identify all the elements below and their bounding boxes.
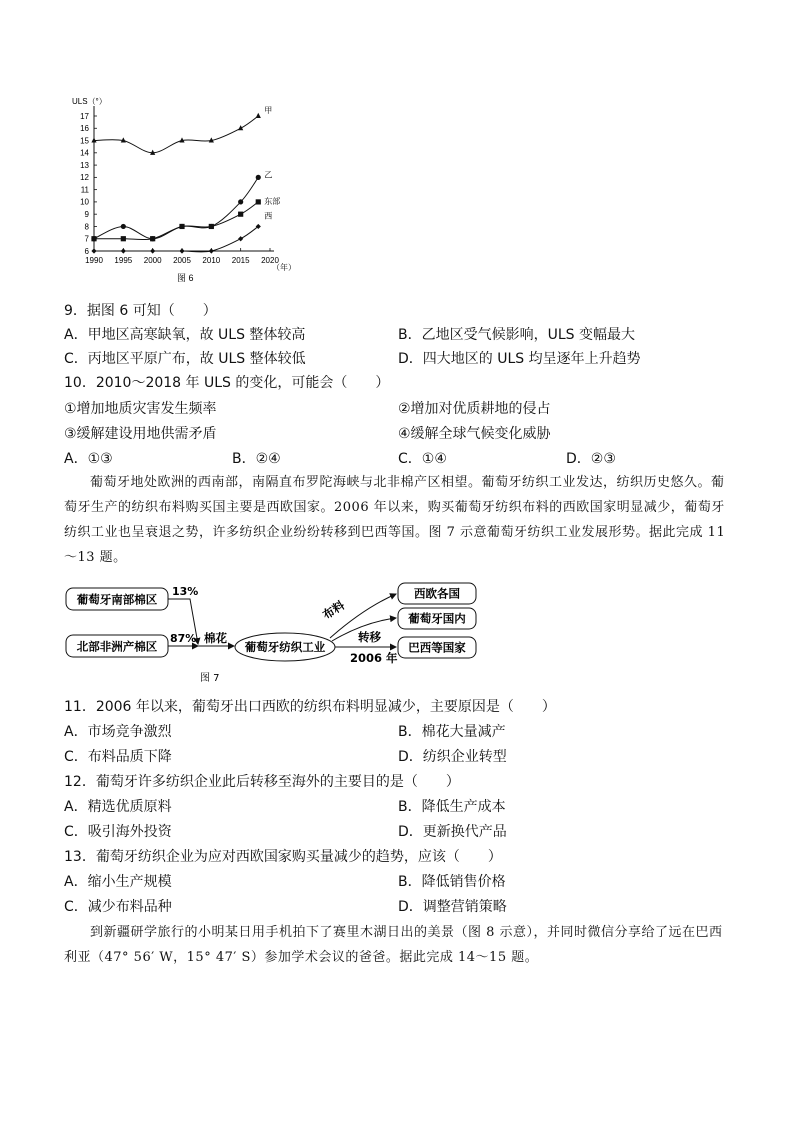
chart-caption: 图 6 (177, 273, 194, 283)
y-tick-label: 8 (84, 222, 89, 232)
svg-text:葡萄牙国内: 葡萄牙国内 (408, 611, 466, 626)
y-axis-label: ULS（°） (72, 97, 107, 106)
passage-xinjiang: 到新疆研学旅行的小明某日用手机拍下了赛里木湖日出的美景（图 8 示意），并同时微信分享给了远在巴西利亚（47° 56′ W，15° 47′ S）参加学术会议的爸爸。据此完成 14～15 题。 (64, 925, 723, 965)
question-10-stem: 10．2010～2018 年 ULS 的变化，可能会（ ） (64, 375, 390, 391)
svg-text:西欧各国: 西欧各国 (414, 586, 460, 601)
q9-option-a[interactable]: A．甲地区高寒缺氧，故 ULS 整体较高 (64, 327, 306, 343)
y-tick-label: 11 (80, 185, 89, 195)
svg-text:葡萄牙南部棉区: 葡萄牙南部棉区 (76, 592, 158, 607)
svg-text:北部非洲产棉区: 北部非洲产棉区 (76, 639, 158, 654)
triangle-marker (91, 137, 96, 142)
x-tick-label: 2020 (261, 256, 279, 265)
series-line-1 (94, 116, 258, 153)
triangle-marker (256, 113, 261, 118)
q13-option-a[interactable]: A．缩小生产规模 (64, 874, 172, 890)
x-tick-label: 2015 (231, 256, 250, 265)
y-tick-label: 13 (80, 160, 89, 170)
x-tick-label: 2005 (173, 256, 191, 265)
diamond-marker (91, 248, 96, 253)
square-marker (121, 236, 126, 241)
circle-marker (256, 175, 261, 180)
box-domestic (398, 608, 476, 629)
label-transfer: 转移 (358, 630, 381, 644)
q11-option-c[interactable]: C．布料品质下降 (64, 749, 172, 765)
diamond-marker (209, 248, 214, 253)
series-label: 甲 (264, 106, 273, 115)
q10-item-2: ②增加对优质耕地的侵占 (398, 401, 551, 417)
q10-item-1: ①增加地质灾害发生频率 (64, 401, 217, 417)
q10-option-a[interactable]: A．①③ (64, 451, 113, 467)
textile-flow-diagram (64, 578, 484, 688)
label-13-percent: 13% (172, 585, 199, 598)
label-87-percent: 87% (170, 632, 197, 645)
q9-option-c[interactable]: C．丙地区平原广布，故 ULS 整体较低 (64, 351, 306, 367)
series-line-3 (94, 202, 258, 240)
y-tick-label: 14 (80, 148, 89, 158)
chart-series (91, 106, 280, 254)
question-12-stem: 12．葡萄牙许多纺织企业此后转移至海外的主要目的是（ ） (64, 774, 460, 790)
diamond-marker (238, 236, 243, 241)
square-marker (150, 236, 155, 241)
q9-option-b[interactable]: B．乙地区受气候影响，ULS 变幅最大 (398, 327, 635, 343)
box-north-africa-cotton (66, 635, 168, 657)
q10-item-3: ③缓解建设用地供需矛盾 (64, 426, 217, 442)
q11-option-a[interactable]: A．市场竞争激烈 (64, 724, 172, 740)
square-marker (256, 199, 261, 204)
diamond-marker (121, 248, 126, 253)
y-tick-label: 17 (80, 111, 89, 121)
y-tick-label: 6 (84, 246, 89, 256)
square-marker (91, 236, 96, 241)
svg-text:巴西等国家: 巴西等国家 (408, 640, 466, 655)
figure-7-caption: 图 7 (200, 673, 220, 684)
y-tick-label: 16 (80, 124, 89, 134)
circle-marker (238, 199, 243, 204)
square-marker (238, 212, 243, 217)
x-tick-label: 1990 (85, 256, 103, 265)
box-brazil (398, 637, 476, 658)
series-line-2 (94, 177, 258, 238)
square-marker (209, 224, 214, 229)
chart-axes (94, 106, 274, 251)
q9-option-d[interactable]: D．四大地区的 ULS 均呈逐年上升趋势 (398, 351, 641, 367)
q11-option-d[interactable]: D．纺织企业转型 (398, 749, 507, 765)
uls-line-chart (64, 88, 314, 288)
q10-option-d[interactable]: D．②③ (566, 451, 616, 467)
label-cloth: 布料 (320, 597, 347, 623)
question-9-stem: 9．据图 6 可知（ ） (64, 303, 217, 319)
q13-option-c[interactable]: C．减少布料品种 (64, 899, 172, 915)
box-south-cotton (66, 588, 168, 610)
y-tick-label: 12 (80, 173, 89, 183)
diamond-marker (150, 248, 155, 253)
x-axis-label: （年） (272, 263, 296, 272)
q12-option-d[interactable]: D．更新换代产品 (398, 824, 507, 840)
y-tick-label: 15 (80, 136, 89, 146)
q10-item-4: ④缓解全球气候变化威胁 (398, 426, 551, 442)
svg-text:葡萄牙纺织工业: 葡萄牙纺织工业 (244, 640, 326, 654)
label-2006: 2006 年 (350, 651, 398, 665)
y-tick-label: 9 (84, 209, 89, 219)
ellipse-textile-industry (235, 633, 335, 661)
q12-option-c[interactable]: C．吸引海外投资 (64, 824, 172, 840)
box-west-europe (398, 583, 476, 604)
series-label: 东部 (264, 196, 281, 206)
q13-option-b[interactable]: B．降低销售价格 (398, 874, 506, 890)
passage-portugal: 葡萄牙地处欧洲的西南部，南隔直布罗陀海峡与北非棉产区相望。葡萄牙纺织工业发达，纺织历史悠久。葡萄牙生产的纺织布料购买国主要是西欧国家。2006 年以来，购买葡萄牙纺织布料的西欧国家明显减少，葡萄牙纺织工业也呈衰退之势，许多纺织企业纷纷转移到巴西等国。图 7 示意葡萄牙纺织工业发展形势。据此完成 11～13 题。 (64, 475, 726, 565)
q11-option-b[interactable]: B．棉花大量减产 (398, 724, 506, 740)
question-13-stem: 13．葡萄牙纺织企业为应对西欧国家购买量减少的趋势，应该（ ） (64, 849, 502, 865)
x-tick-label: 1995 (114, 256, 133, 265)
q12-option-a[interactable]: A．精选优质原料 (64, 799, 172, 815)
circle-marker (121, 224, 126, 229)
square-marker (179, 224, 184, 229)
y-tick-label: 7 (84, 234, 89, 244)
q12-option-b[interactable]: B．降低生产成本 (398, 799, 506, 815)
q10-option-c[interactable]: C．①④ (398, 451, 447, 467)
label-cotton: 棉花 (204, 631, 227, 645)
x-tick-label: 2000 (143, 256, 162, 265)
y-tick-label: 10 (80, 197, 89, 207)
series-label: 西 (264, 211, 273, 221)
series-label: 乙 (264, 170, 273, 180)
x-tick-label: 2010 (202, 256, 221, 265)
question-11-stem: 11．2006 年以来，葡萄牙出口西欧的纺织布料明显减少，主要原因是（ ） (64, 699, 556, 715)
q10-option-b[interactable]: B．②④ (232, 451, 281, 467)
q13-option-d[interactable]: D．调整营销策略 (398, 899, 507, 915)
diamond-marker (179, 248, 184, 253)
